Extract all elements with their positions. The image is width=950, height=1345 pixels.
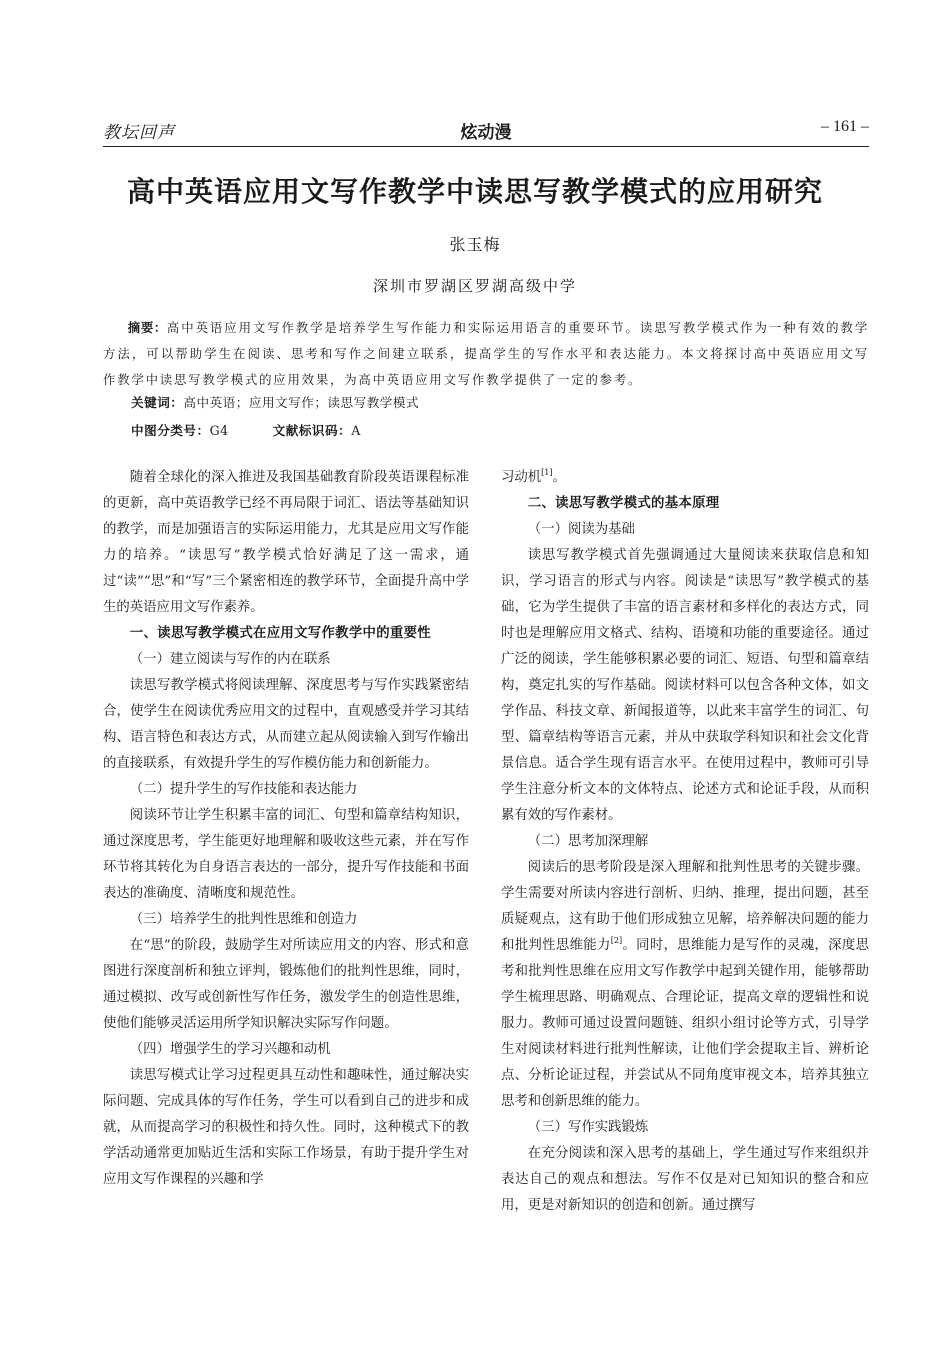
- subsection-1-4-text: 读思写模式让学习过程更具互动性和趣味性，通过解决实际问题、完成具体的写作任务，学生可以看到自己的进步和成就，从而提高学习的积极性和持久性。同时，这种模式下的教学活动通常更加贴近生活和实际工作场景，有助于提升学生对应用文写作课程的兴趣和学: [103, 1068, 469, 1187]
- subsection-2-3-text: 在充分阅读和深入思考的基础上，学生通过写作来组织并表达自己的观点和想法。写作不仅是对已知知识的整合和应用，更是对新知识的创造和创新。通过撰写: [501, 1146, 869, 1213]
- doc-code-label: 文献标识码：: [272, 423, 352, 438]
- subsection-1-3-heading: （三）培养学生的批判性思维和创造力: [129, 912, 358, 927]
- header-journal: 炫动漫: [460, 123, 512, 143]
- subsection-2-2-text-b: 。同时，思维能力是写作的灵魂，深度思考和批判性思维在应用文写作教学中起到关键作用，能够帮助学生梳理思路、明确观点、合理论证，提高文章的逻辑性和说服力。教师可通过设置问题链、组织小组讨论等方式，引导学生对阅读材料进行批判性解读，让他们学会提取主旨、辨析论点、分析论证过程，并尝试从不同角度审视文本，培养其独立思考和创新思维的能力。: [501, 938, 870, 1109]
- subsection-2-2-heading: （二）思考加深理解: [527, 834, 649, 849]
- abstract-paragraph: [103, 315, 869, 393]
- subsection-2-2-text: [501, 855, 869, 1115]
- continuation-text: 习动机: [501, 470, 542, 485]
- abstract-label: 摘要：: [127, 320, 167, 335]
- header-page-number: – 161 –: [821, 118, 869, 135]
- subsection-1-2-heading: （二）提升学生的写作技能和表达能力: [129, 782, 358, 797]
- abstract-text: 高中英语应用文写作教学是培养学生写作能力和实际运用语言的重要环节。读思写教学模式作为一种有效的教学方法，可以帮助学生在阅读、思考和写作之间建立联系，提高学生的写作水平和表达能力。本文将探讨高中英语应用文写作教学中读思写教学模式的应用效果，为高中英语应用文写作教学提供了一定的参考。: [103, 320, 870, 387]
- doc-code-value: A: [351, 423, 361, 438]
- intro-paragraph: 随着全球化的深入推进及我国基础教育阶段英语课程标准的更新，高中英语教学已经不再局限于词汇、语法等基础知识的教学，而是加强语言的实际运用能力，尤其是应用文写作能力的培养。“读思写”教学模式恰好满足了这一需求，通过“读”“思”和“写”三个紧密相连的教学环节，全面提升高中学生的英语应用文写作素养。: [103, 470, 469, 615]
- continuation-end: 。: [552, 470, 566, 485]
- classification: [131, 420, 361, 439]
- abstract: [103, 315, 869, 393]
- keywords: [131, 392, 419, 411]
- author-affiliation: 深圳市罗湖区罗湖高级中学: [372, 277, 577, 295]
- subsection-2-1-heading: （一）阅读为基础: [527, 522, 635, 537]
- header-rule: [103, 146, 869, 147]
- right-column: [501, 465, 869, 1219]
- clc-label: 中图分类号：: [131, 423, 210, 438]
- keywords-label: 关键词：: [131, 395, 184, 410]
- reference-marker-2: [2]: [610, 936, 623, 945]
- continuation-paragraph: [501, 465, 869, 491]
- subsection-1-4-heading: （四）增强学生的学习兴趣和动机: [129, 1042, 331, 1057]
- subsection-1-3-text: 在“思”的阶段，鼓励学生对所读应用文的内容、形式和意图进行深度剖析和独立评判，锻炼他们的批判性思维，同时，通过模拟、改写或创新性写作任务，激发学生的创造性思维，使他们能够灵活运用所学知识解决实际写作问题。: [103, 938, 469, 1031]
- section-2-heading: 二、读思写教学模式的基本原理: [527, 496, 720, 511]
- keywords-text: 高中英语；应用文写作；读思写教学模式: [183, 395, 420, 410]
- header-section: 教坛回声: [103, 123, 175, 143]
- subsection-2-3-heading: （三）写作实践锻炼: [527, 1120, 649, 1135]
- subsection-1-1-text: 读思写教学模式将阅读理解、深度思考与写作实践紧密结合，使学生在阅读优秀应用文的过程中，直观感受并学习其结构、语言特色和表达方式，从而建立起从阅读输入到写作输出的直接联系，有效提升学生的写作模仿能力和创新能力。: [103, 678, 469, 771]
- reference-marker-1: [1]: [541, 468, 553, 477]
- subsection-2-1-text: 读思写教学模式首先强调通过大量阅读来获取信息和知识，学习语言的形式与内容。阅读是“读思写”教学模式的基础，它为学生提供了丰富的语言素材和多样化的表达方式，同时也是理解应用文格式、结构、语境和功能的重要途径。通过广泛的阅读，学生能够积累必要的词汇、短语、句型和篇章结构，奠定扎实的写作基础。阅读材料可以包含各种文体，如文学作品、科技文章、新闻报道等，以此来丰富学生的词汇、句型、篇章结构等语言元素，并从中获取学科知识和社会文化背景信息。适合学生现有语言水平。在使用过程中，教师可引导学生注意分析文本的文体特点、论述方式和论证手段，从而积累有效的写作素材。: [501, 548, 869, 823]
- author-name: 张玉梅: [449, 235, 501, 254]
- subsection-2-2-text-a: 阅读后的思考阶段是深入理解和批判性思考的关键步骤。学生需要对所读内容进行剖析、归纳、推理，提出问题，甚至质疑观点，这有助于他们形成独立见解，培养解决问题的能力和批判性思维能力: [501, 860, 869, 953]
- subsection-1-1-heading: （一）建立阅读与写作的内在联系: [129, 652, 331, 667]
- subsection-1-2-text: 阅读环节让学生积累丰富的词汇、句型和篇章结构知识，通过深度思考，学生能更好地理解和吸收这些元素，并在写作环节将其转化为自身语言表达的一部分，提升写作技能和书面表达的准确度、清晰度和规范性。: [103, 808, 469, 901]
- section-1-heading: 一、读思写教学模式在应用文写作教学中的重要性: [129, 626, 431, 641]
- running-header: [103, 118, 869, 144]
- left-column: [103, 465, 469, 1193]
- clc-value: G4: [209, 423, 229, 438]
- article-title: 高中英语应用文写作教学中读思写教学模式的应用研究: [126, 175, 823, 208]
